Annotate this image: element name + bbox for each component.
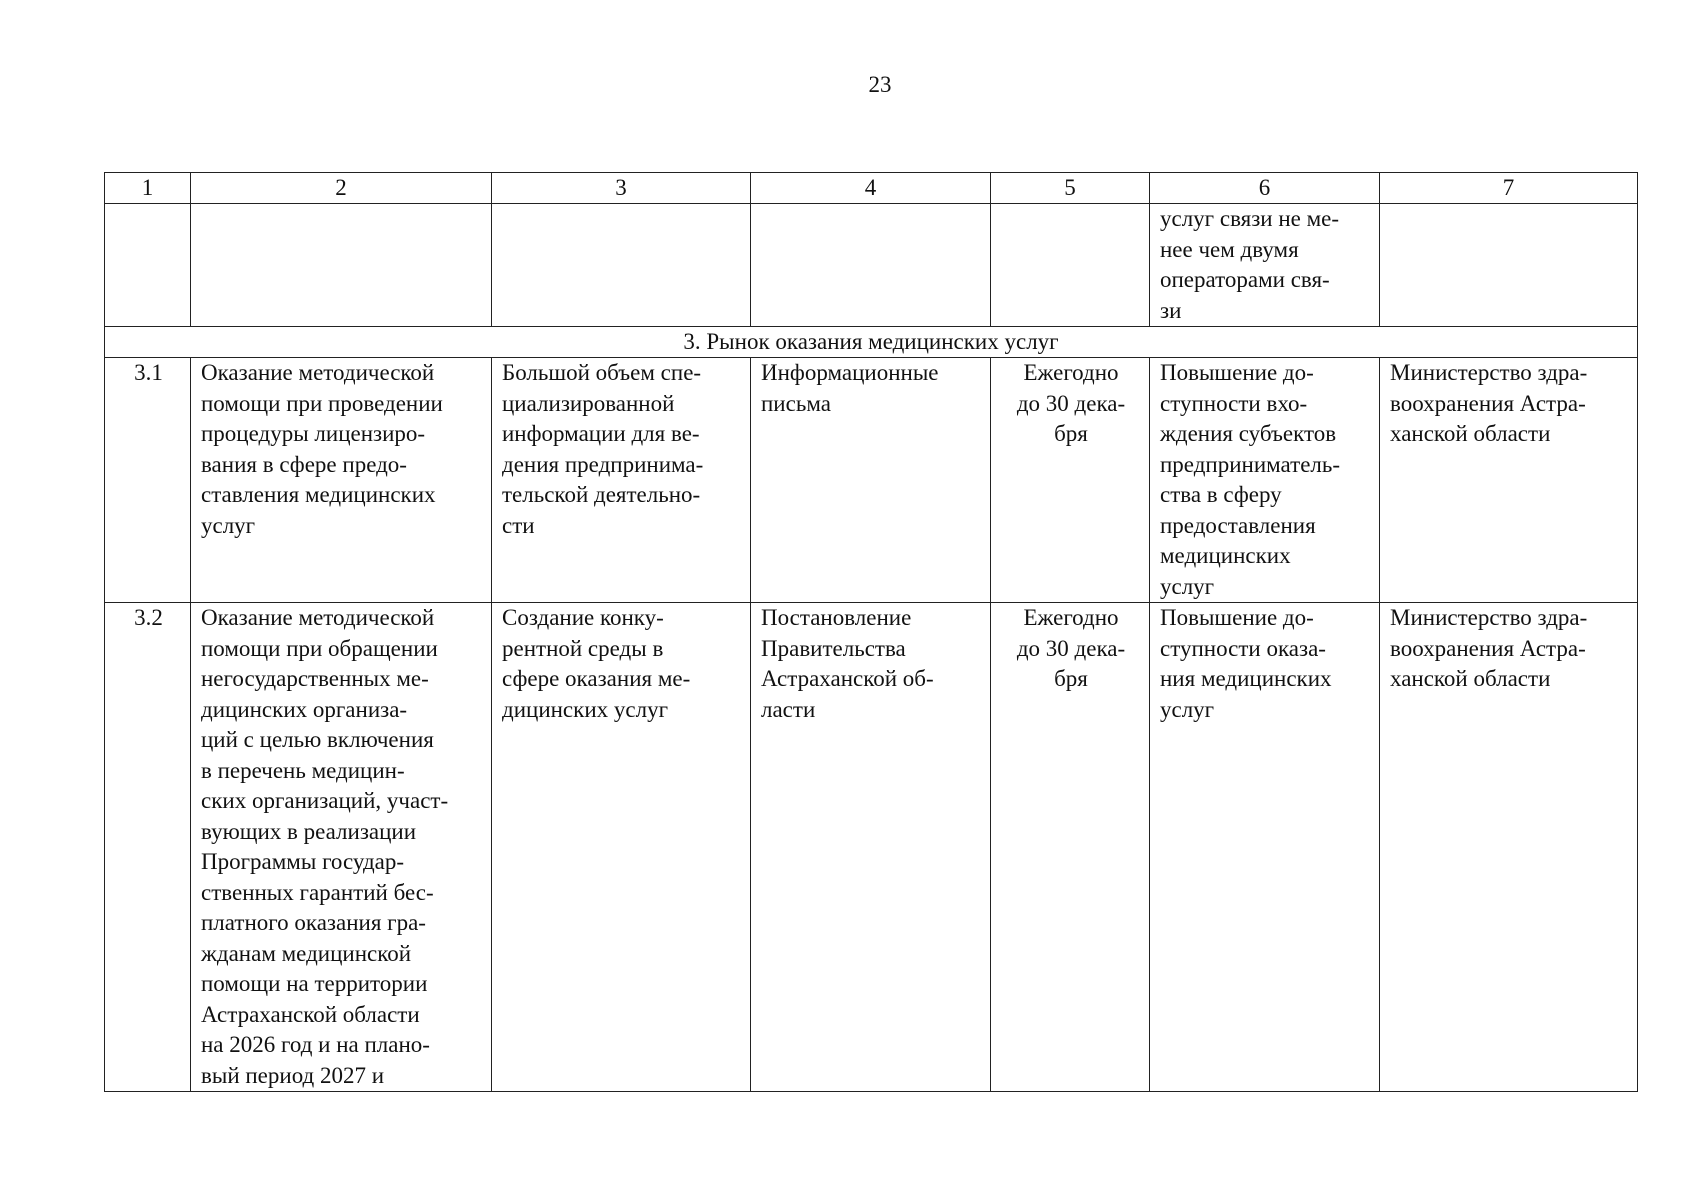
section-title: 3. Рынок оказания медицинских услуг xyxy=(105,327,1638,358)
column-number: 6 xyxy=(1150,173,1380,204)
column-number: 7 xyxy=(1380,173,1638,204)
result-cell xyxy=(1150,358,1380,603)
deadline-text: Ежегодно до 30 дека- бря xyxy=(1016,605,1126,691)
executor-text: Министерство здра- воохранения Астра- ханской области xyxy=(1390,605,1588,691)
section-row xyxy=(105,327,1638,358)
column-number: 4 xyxy=(751,173,991,204)
table-cell xyxy=(1380,204,1638,327)
executor-text: Министерство здра- воохранения Астра- ханской области xyxy=(1390,360,1588,446)
document-text: Информационные письма xyxy=(761,360,939,416)
measure-text: Оказание методической помощи при проведении процедуры лицензиро- вания в сфере предо- ставления медицинских услуг xyxy=(201,360,443,538)
measure-cell xyxy=(191,603,492,1092)
deadline-cell xyxy=(991,358,1150,603)
row-number: 3.1 xyxy=(105,358,191,603)
problem-cell xyxy=(492,358,751,603)
column-number: 2 xyxy=(191,173,492,204)
table-cell xyxy=(492,204,751,327)
row-number: 3.2 xyxy=(105,603,191,1092)
result-text: Повышение до- ступности вхо- ждения субъектов предприниматель- ства в сферу предоставления медицинских услуг xyxy=(1160,360,1341,599)
result-cell xyxy=(1150,204,1380,327)
page-number: 23 xyxy=(868,72,892,97)
deadline-cell xyxy=(991,603,1150,1092)
result-text: услуг связи не ме- нее чем двумя операторами свя- зи xyxy=(1160,206,1340,323)
table-cell xyxy=(191,204,492,327)
table-row xyxy=(105,358,1638,603)
continuation-row xyxy=(105,204,1638,327)
column-number: 1 xyxy=(105,173,191,204)
document-cell xyxy=(751,603,991,1092)
table-cell xyxy=(751,204,991,327)
column-number: 3 xyxy=(492,173,751,204)
problem-text: Создание конку- рентной среды в сфере оказания ме- дицинских услуг xyxy=(502,605,691,722)
measure-text: Оказание методической помощи при обращении негосударственных ме- дицинских организа- ций с целью включения в перечень медицин- ских организаций, участ- вующих в реализации Программы государ- ственных гарантий бес- платного оказания гра- жданам медицинской помощи на территории Астраханской области на 2026 год и на плано- вый период 2027 и xyxy=(201,605,449,1088)
table-row xyxy=(105,603,1638,1092)
result-text: Повышение до- ступности оказа- ния медицинских услуг xyxy=(1160,605,1332,722)
executor-cell xyxy=(1380,603,1638,1092)
deadline-text: Ежегодно до 30 дека- бря xyxy=(1016,360,1126,446)
executor-cell xyxy=(1380,358,1638,603)
problem-cell xyxy=(492,603,751,1092)
measures-table xyxy=(104,172,1638,1092)
problem-text: Большой объем спе- циализированной информации для ве- дения предпринима- тельской деятельно- сти xyxy=(502,360,704,538)
column-number-row xyxy=(105,173,1638,204)
document-cell xyxy=(751,358,991,603)
column-number: 5 xyxy=(991,173,1150,204)
measure-cell xyxy=(191,358,492,603)
result-cell xyxy=(1150,603,1380,1092)
table-cell xyxy=(991,204,1150,327)
document-text: Постановление Правительства Астраханской об- ласти xyxy=(761,605,934,722)
table-cell xyxy=(105,204,191,327)
